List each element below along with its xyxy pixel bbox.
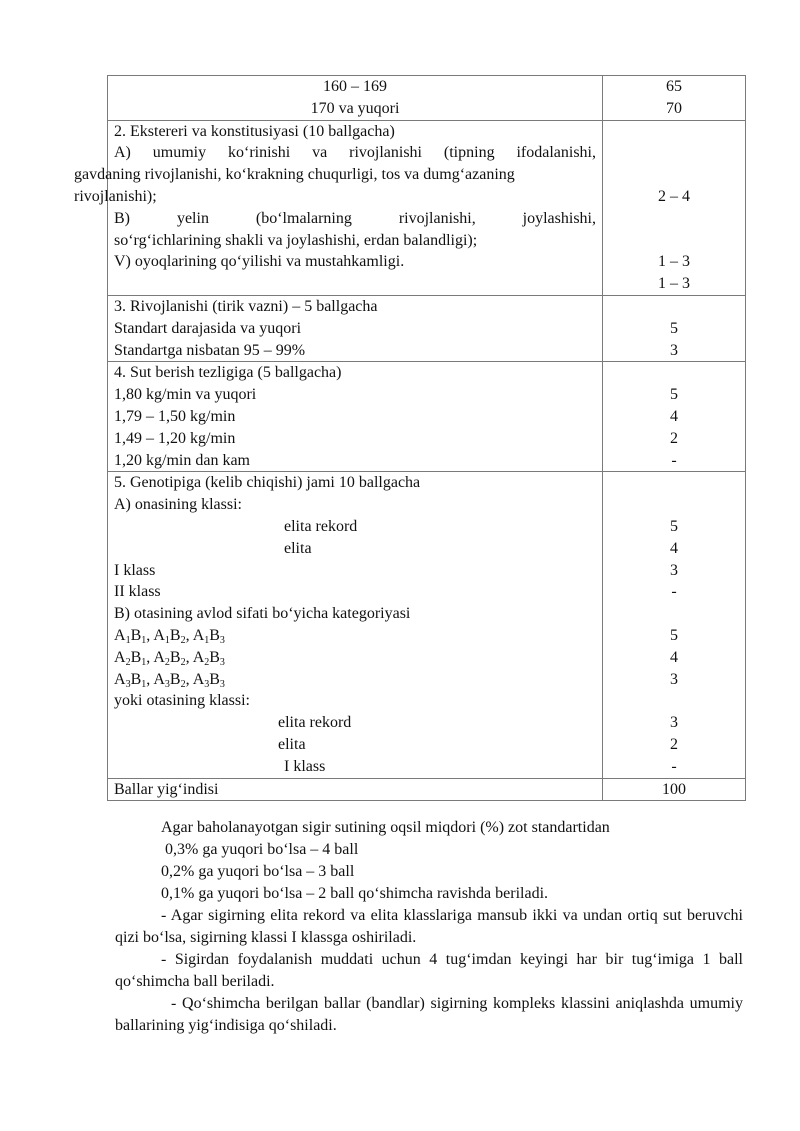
score-value: 5	[670, 517, 678, 535]
exterior-scores-cell	[603, 120, 746, 295]
score-value: 2 – 4	[658, 187, 690, 205]
note-paragraph: Agar baholanayotgan sigir sutining oqsil miqdori (%) zot standartidan	[161, 819, 610, 836]
criterion-line: 1,49 – 1,20 kg/min	[114, 429, 236, 447]
table-row	[108, 120, 746, 295]
height-scores-cell	[603, 76, 746, 121]
milking-speed-cell	[108, 362, 603, 472]
notes-section	[115, 817, 743, 1037]
criterion-line: elita	[284, 539, 312, 557]
score-value: -	[671, 451, 677, 469]
criterion-line: II klass	[114, 583, 161, 601]
genotype-scores-cell	[603, 472, 746, 778]
category-line: $A_2B_1$, $A_2B_2$, $A_2B_3$	[114, 648, 225, 668]
note-paragraph: - Agar sigirning elita rekord va elita klasslariga mansub ikki va undan ortiq sut beruvchi qizi bo‘lsa, sigirning klassi I klassga oshiriladi.	[115, 907, 743, 946]
criterion-line: I klass	[114, 561, 156, 579]
criterion-line: 1,80 kg/min va yuqori	[114, 386, 257, 404]
criterion-line: A) onasining klassi:	[114, 496, 242, 514]
development-scores-cell	[603, 295, 746, 361]
note-paragraph: - Sigirdan foydalanish muddati uchun 4 tug‘imdan keyingi har bir tug‘imiga 1 ball qo‘shimcha ball beriladi.	[115, 951, 743, 990]
note-paragraph: 0,2% ga yuqori bo‘lsa – 3 ball	[161, 863, 355, 880]
score-value: 65	[666, 78, 682, 95]
score-value: -	[671, 583, 677, 601]
criterion-line: B) yelin (bo‘lmalarning rivojlanishi, joylashishi,	[114, 209, 596, 227]
criterion-line: elita rekord	[278, 714, 352, 732]
score-value: 1 – 3	[658, 253, 690, 271]
score-value: -	[671, 757, 677, 775]
score-value: 3	[670, 670, 678, 688]
criterion-line: elita rekord	[284, 517, 358, 535]
score-value: 5	[670, 386, 678, 404]
criterion-line: A) umumiy ko‘rinishi va rivojlanishi (tipning ifodalanishi,	[114, 144, 596, 162]
category-line: $A_3B_1$, $A_3B_2$, $A_3B_3$	[114, 670, 225, 690]
criterion-line: yoki otasining klassi:	[114, 692, 250, 710]
section-title: 3. Rivojlanishi (tirik vazni) – 5 ballgacha	[114, 297, 378, 315]
criterion-line: so‘rg‘ichlarining shakli va joylashishi, erdan balandligi);	[114, 231, 478, 249]
criterion-line: gavdaning rivojlanishi, ko‘krakning chuqurligi, tos va dumg‘azaning	[74, 166, 515, 184]
section-title: 4. Sut berish tezligiga (5 ballgacha)	[114, 364, 342, 382]
score-value: 3	[670, 341, 678, 359]
criterion-line: Standartga nisbatan 95 – 99%	[114, 341, 306, 359]
genotype-criteria-cell	[108, 472, 603, 778]
section-title: 2. Ekstereri va konstitusiyasi (10 ballgacha)	[114, 122, 395, 140]
exterior-criteria-cell	[74, 120, 603, 295]
criterion-line: V) oyoqlarining qo‘yilishi va mustahkamligi.	[114, 253, 405, 271]
criterion-line: elita	[278, 735, 306, 753]
score-value: 1 – 3	[658, 275, 690, 293]
criterion-line: Standart darajasida va yuqori	[114, 319, 302, 337]
note-paragraph: - Qo‘shimcha berilgan ballar (bandlar) sigirning kompleks klassini aniqlashda umumiy ballarining yig‘indisiga qo‘shiladi.	[115, 995, 743, 1034]
range-line: 170 va yuqori	[310, 99, 400, 117]
milking-speed-scores-cell	[603, 362, 746, 472]
section-title: 5. Genotipiga (kelib chiqishi) jami 10 ballgacha	[114, 474, 421, 492]
score-value: 3	[670, 714, 678, 732]
note-paragraph: 0,3% ga yuqori bo‘lsa – 4 ball	[165, 841, 359, 858]
score-value: 4	[670, 407, 678, 425]
criterion-line: I klass	[284, 757, 326, 775]
range-line: 160 – 169	[323, 78, 387, 95]
criterion-line: B) otasining avlod sifati bo‘yicha kategoriyasi	[114, 605, 411, 623]
scoring-table	[74, 75, 746, 801]
score-value: 4	[670, 648, 678, 666]
score-value: 5	[670, 319, 678, 337]
development-criteria-cell	[108, 295, 603, 361]
criterion-line: rivojlanishi);	[74, 187, 157, 205]
total-row	[108, 778, 746, 801]
total-label: Ballar yig‘indisi	[108, 778, 603, 801]
category-line: $A_1B_1$, $A_1B_2$, $A_1B_3$	[114, 626, 225, 646]
criterion-line: 1,79 – 1,50 kg/min	[114, 407, 236, 425]
score-value: 3	[670, 561, 678, 579]
total-value: 100	[603, 778, 746, 801]
criterion-line: 1,20 kg/min dan kam	[114, 451, 250, 469]
score-value: 5	[670, 626, 678, 644]
table-row	[108, 76, 746, 121]
height-ranges-cell	[108, 76, 603, 121]
score-value: 70	[666, 99, 682, 117]
table-row	[108, 295, 746, 361]
note-paragraph: 0,1% ga yuqori bo‘lsa – 2 ball qo‘shimcha ravishda beriladi.	[161, 885, 549, 902]
score-value: 2	[670, 429, 678, 447]
table-row	[108, 362, 746, 472]
score-value: 4	[670, 539, 678, 557]
score-value: 2	[670, 735, 678, 753]
table-row	[108, 472, 746, 778]
